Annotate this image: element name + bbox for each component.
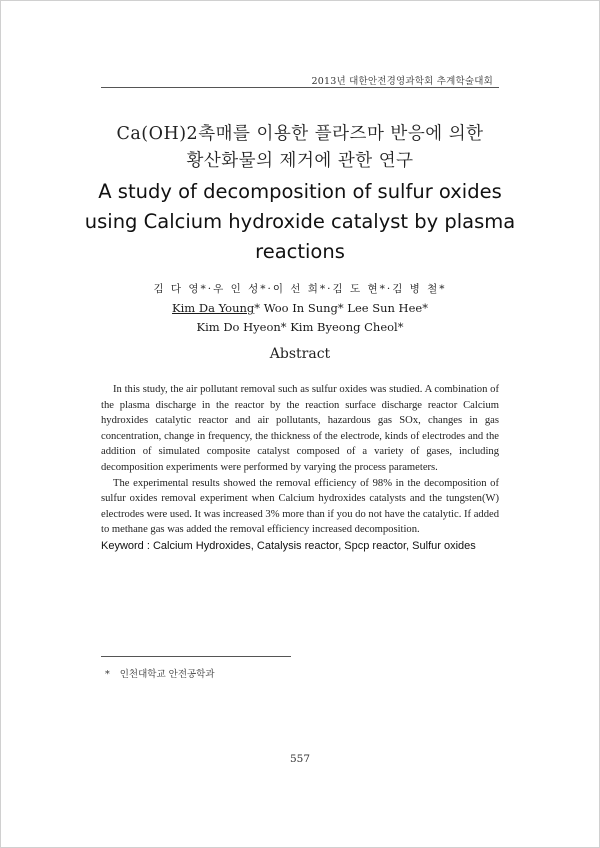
co-authors: * Woo In Sung* Lee Sun Hee*	[254, 301, 428, 315]
english-title-line: using Calcium hydroxide catalyst by plasma	[84, 210, 516, 233]
footnote-rule	[101, 656, 291, 657]
footnote-text: 인천대학교 안전공학과	[119, 669, 215, 680]
english-authors-line	[81, 299, 519, 318]
english-title-line: reactions	[255, 240, 345, 263]
footnote-mark: *	[105, 669, 110, 680]
first-author: Kim Da Young	[172, 301, 255, 315]
affiliation-footnote	[105, 666, 215, 680]
abstract-body	[101, 382, 499, 554]
abstract-heading: Abstract	[269, 346, 331, 362]
conference-header: 2013년 대한안전경영과학회 추계학술대회	[311, 76, 493, 87]
korean-title-line: 황산화물의 제거에 관한 연구	[186, 151, 414, 171]
title-block	[81, 121, 519, 267]
english-title-line: A study of decomposition of sulfur oxides	[98, 180, 502, 203]
author-block	[81, 280, 519, 337]
korean-authors: 김 다 영*·우 인 성*·이 선 희*·김 도 현*·김 병 철*	[153, 283, 447, 295]
abstract-paragraph: The experimental results showed the removal efficiency of 98% in the decomposition of sulfur oxides removal experiment when Calcium hydroxides catalysts and the tungsten(W) electrodes were used. It was increased 3% more than if you do not have the catalytic. If added to methane gas was added the removal efficiency increased decomposition.	[101, 477, 499, 536]
korean-title-line: Ca(OH)2촉매를 이용한 플라즈마 반응에 의한	[116, 124, 484, 144]
abstract-paragraph: In this study, the air pollutant removal such as sulfur oxides was studied. A combination of the plasma discharge in the reactor by the reaction surface discharge reactor Calcium hydroxides catalytic reactor and air pollutants, hazardous gas SOx, changes in gas concentration, change in frequency, the thickness of the electrode, kinds of electrodes and the addition of simulated composite catalyst composed of a variety of gases, including decomposition experiments were performed by varying the process parameters.	[101, 384, 499, 473]
english-authors-line: Kim Do Hyeon* Kim Byeong Cheol*	[196, 320, 404, 334]
header-rule	[101, 87, 499, 88]
page-number: 557	[289, 753, 311, 765]
keywords: Keyword : Calcium Hydroxides, Catalysis reactor, Spcp reactor, Sulfur oxides	[101, 539, 476, 552]
